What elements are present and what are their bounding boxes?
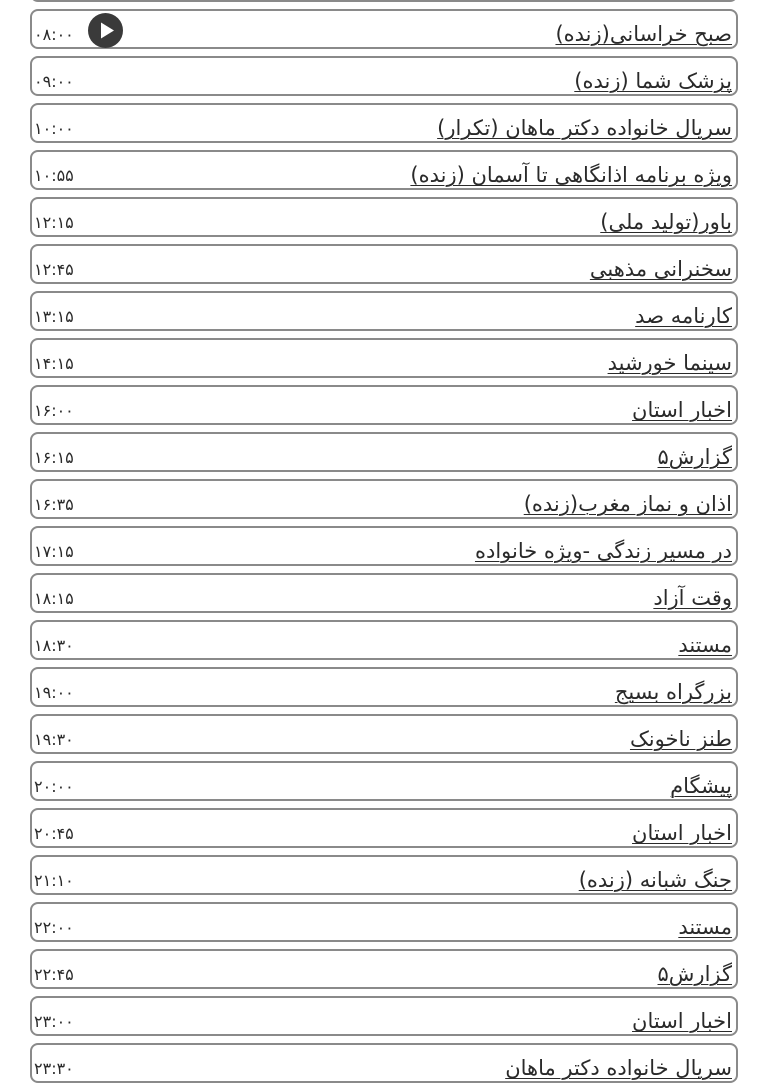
schedule-item[interactable] (30, 996, 738, 1036)
program-time: ۱۶:۰۰ (34, 401, 74, 420)
program-title: باور(تولید ملی) (600, 210, 732, 234)
program-title: کارنامه صد (635, 304, 732, 328)
program-title: وقت آزاد (653, 586, 732, 610)
program-time: ۲۰:۴۵ (34, 824, 74, 843)
schedule-item[interactable] (30, 0, 738, 2)
play-icon[interactable] (88, 13, 123, 48)
program-title: سخنرانی مذهبی (589, 257, 732, 281)
program-title: پزشک شما (زنده) (574, 69, 732, 93)
schedule-item[interactable] (30, 526, 738, 566)
program-title: مستند (678, 915, 732, 939)
program-time: ۲۲:۰۰ (34, 918, 74, 937)
program-time: ۲۱:۱۰ (34, 871, 74, 890)
schedule-item[interactable] (30, 855, 738, 895)
schedule-list (30, 0, 738, 1090)
program-time: ۱۳:۱۵ (34, 307, 74, 326)
program-title: طنز ناخونک (629, 727, 732, 751)
program-time: ۱۹:۰۰ (34, 683, 74, 702)
schedule-item[interactable] (30, 244, 738, 284)
program-title: اخبار استان (632, 821, 732, 845)
program-time: ۱۸:۱۵ (34, 589, 74, 608)
schedule-item[interactable] (30, 808, 738, 848)
schedule-item[interactable] (30, 291, 738, 331)
program-title: اذان و نماز مغرب(زنده) (523, 492, 732, 516)
program-time: ۱۸:۳۰ (34, 636, 74, 655)
program-time: ۲۰:۰۰ (34, 777, 74, 796)
program-title: سریال خانواده دکتر ماهان (505, 1056, 732, 1080)
schedule-item[interactable] (30, 1043, 738, 1083)
program-time: ۱۹:۳۰ (34, 730, 74, 749)
program-title: گزارش۵ (657, 962, 732, 986)
schedule-item[interactable] (30, 902, 738, 942)
program-title: گزارش۵ (657, 445, 732, 469)
schedule-item[interactable] (30, 761, 738, 801)
schedule-item[interactable] (30, 573, 738, 613)
program-title: اخبار استان (632, 398, 732, 422)
schedule-item[interactable] (30, 714, 738, 754)
schedule-item-current[interactable] (30, 9, 738, 49)
program-title: پیشگام (670, 774, 732, 798)
program-time: ۱۰:۵۵ (34, 166, 74, 185)
program-time: ۲۲:۴۵ (34, 965, 74, 984)
program-title: سریال خانواده دکتر ماهان (تکرار) (437, 116, 732, 140)
program-time: ۲۳:۰۰ (34, 1012, 74, 1031)
program-title: در مسیر زندگی -ویژه خانواده (474, 539, 732, 563)
program-time: ۱۴:۱۵ (34, 354, 74, 373)
schedule-item[interactable] (30, 667, 738, 707)
schedule-item[interactable] (30, 197, 738, 237)
program-title: صبح خراسانی(زنده) (555, 22, 732, 46)
program-time: ۰۹:۰۰ (34, 72, 74, 91)
program-time: ۲۳:۳۰ (34, 1059, 74, 1078)
program-title: جنگ شبانه (زنده) (578, 868, 732, 892)
program-time: ۱۶:۳۵ (34, 495, 74, 514)
schedule-item[interactable] (30, 949, 738, 989)
program-title: سینما خورشید (607, 351, 732, 375)
schedule-item[interactable] (30, 620, 738, 660)
program-time: ۱۰:۰۰ (34, 119, 74, 138)
program-time: ۰۸:۰۰ (34, 25, 74, 44)
program-time: ۱۶:۱۵ (34, 448, 74, 467)
schedule-item[interactable] (30, 385, 738, 425)
program-time: ۱۲:۱۵ (34, 213, 74, 232)
schedule-item[interactable] (30, 56, 738, 96)
program-time: ۱۷:۱۵ (34, 542, 74, 561)
program-title: اخبار استان (632, 1009, 732, 1033)
program-time: ۱۲:۴۵ (34, 260, 74, 279)
schedule-item[interactable] (30, 479, 738, 519)
schedule-item[interactable] (30, 150, 738, 190)
program-title: ویژه برنامه اذانگاهی تا آسمان (زنده) (410, 163, 732, 187)
schedule-item[interactable] (30, 103, 738, 143)
schedule-item[interactable] (30, 432, 738, 472)
program-title: بزرگراه بسیج (614, 680, 732, 704)
schedule-item[interactable] (30, 338, 738, 378)
program-title: مستند (678, 633, 732, 657)
